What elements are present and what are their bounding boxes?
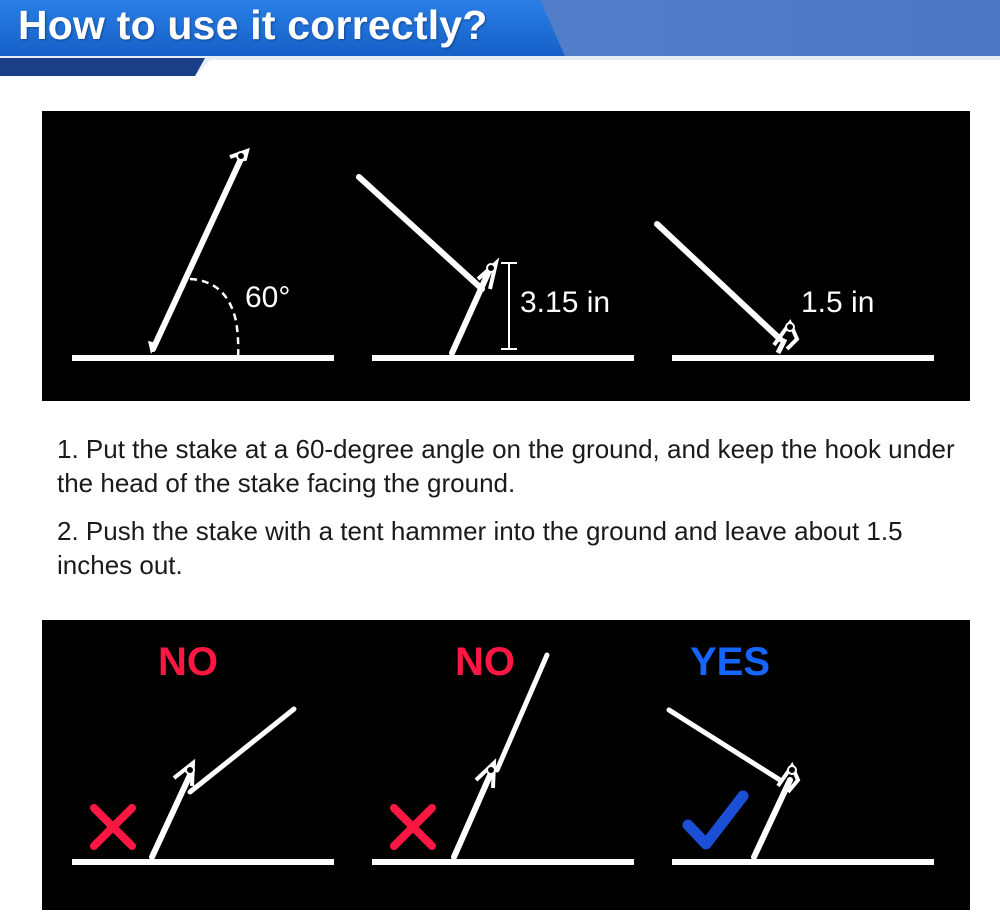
stake-inserted-icon xyxy=(657,224,797,353)
ground-line xyxy=(372,859,634,865)
ground-line xyxy=(672,859,934,865)
page-title: How to use it correctly? xyxy=(18,2,488,48)
header-banner xyxy=(0,0,1000,80)
ground-line xyxy=(672,355,934,361)
correct-vs-incorrect-diagram xyxy=(42,620,970,910)
stake-angle-icon xyxy=(148,151,247,359)
check-mark-icon xyxy=(688,796,743,844)
depth-label: 3.15 in xyxy=(520,286,611,319)
ground-line xyxy=(72,355,334,361)
stake-steps-drawing xyxy=(42,111,970,401)
angle-label: 60° xyxy=(245,281,291,314)
ground-line xyxy=(372,355,634,361)
instruction-step-2: 2. Push the stake with a tent hammer into the ground and leave about 1.5 inches out. xyxy=(57,516,903,580)
ground-line xyxy=(72,859,334,865)
wrong-direction-icon xyxy=(94,709,294,857)
stake-partial-insert-icon xyxy=(359,177,517,353)
stake-usage-diagram xyxy=(42,111,970,401)
wrong-direction-icon xyxy=(394,655,547,857)
instruction-step-1: 1. Put the stake at a 60-degree angle on the ground, and keep the hook under the head of the stake facing the ground. xyxy=(57,434,955,498)
x-mark-icon xyxy=(94,808,132,846)
x-mark-icon xyxy=(394,808,432,846)
correct-direction-icon xyxy=(669,710,798,857)
verdict-label-yes: YES xyxy=(690,640,771,684)
exposed-length-label: 1.5 in xyxy=(801,286,875,319)
verdict-label-no: NO xyxy=(455,640,515,684)
verdict-label-no: NO xyxy=(158,640,218,684)
